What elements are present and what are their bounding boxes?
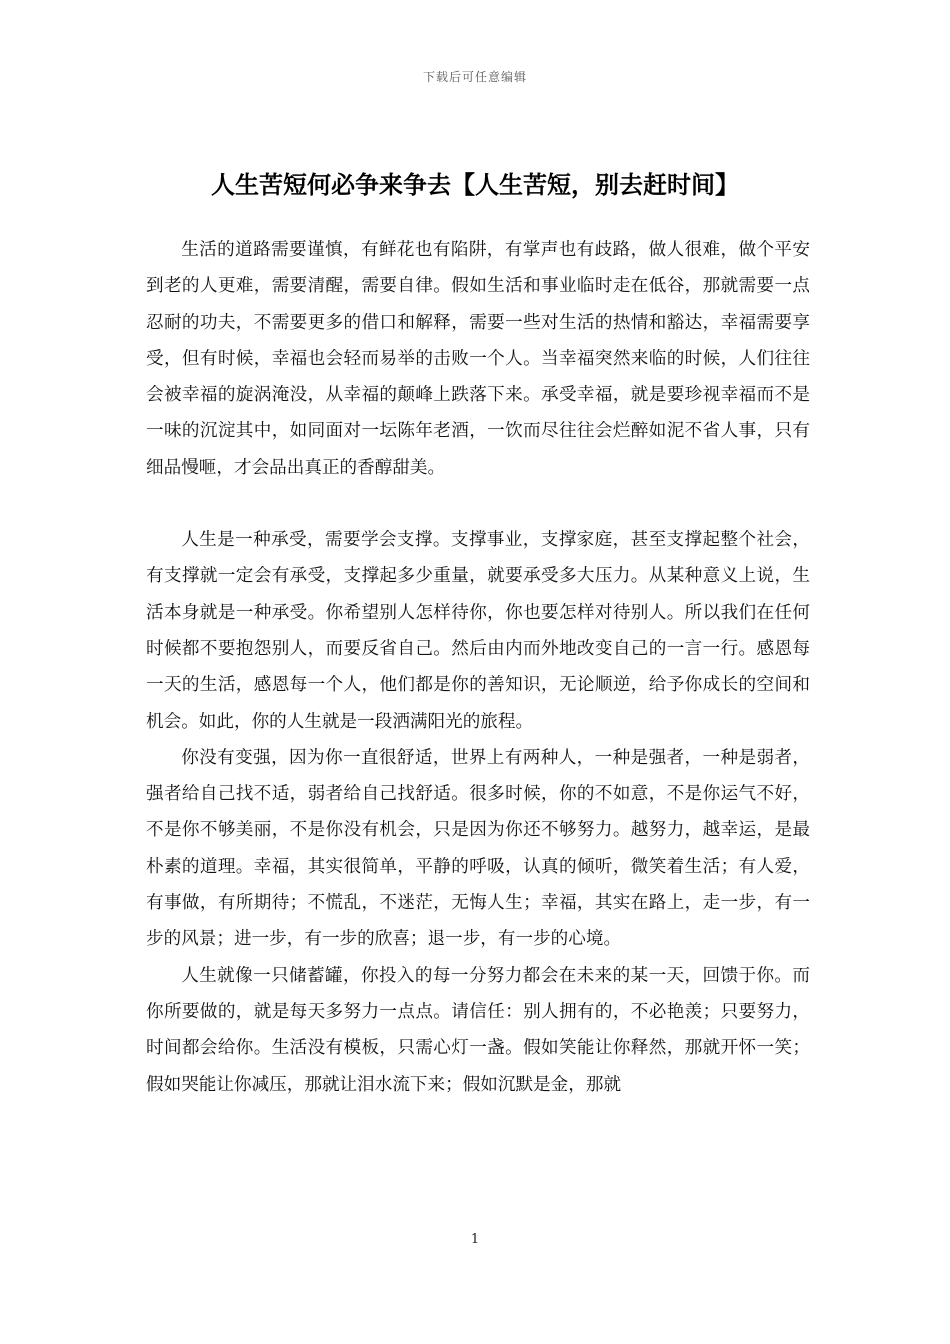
page-number: 1	[470, 1232, 480, 1247]
paragraph-4: 人生就像一只储蓄罐，你投入的每一分努力都会在未来的某一天，回馈于你。而你所要做的，就是每天多努力一点点。请信任：别人拥有的，不必艳羡；只要努力，时间都会给你。生活没有模板，只需心灯一盏。假如笑能让你释然，那就开怀一笑；假如哭能让你减压，那就让泪水流下来；假如沉默是金，那就	[146, 965, 810, 1095]
paragraph-3: 你没有变强，因为你一直很舒适，世界上有两种人，一种是强者，一种是弱者，强者给自己找不适，弱者给自己找舒适。很多时候，你的不如意，不是你运气不好，不是你不够美丽，不是你没有机会，只是因为你还不够努力。越努力，越幸运，是最朴素的道理。幸福，其实很简单，平静的呼吸，认真的倾听，微笑着生活；有人爱，有事做，有所期待；不慌乱，不迷茫，无悔人生；幸福，其实在路上，走一步，有一步的风景；进一步，有一步的欣喜；退一步，有一步的心境。	[146, 747, 810, 950]
paragraph-1: 生活的道路需要谨慎，有鲜花也有陷阱，有掌声也有歧路，做人很难，做个平安到老的人更难，需要清醒，需要自律。假如生活和事业临时走在低谷，那就需要一点忍耐的功夫，不需要更多的借口和解释，需要一些对生活的热情和豁达，幸福需要享受，但有时候，幸福也会轻而易举的击败一个人。当幸福突然来临的时候，人们往往会被幸福的旋涡淹没，从幸福的颠峰上跌落下来。承受幸福，就是要珍视幸福而不是一味的沉淀其中，如同面对一坛陈年老酒，一饮而尽往往会烂醉如泥不省人事，只有细品慢咂，才会品出真正的香醇甜美。	[146, 240, 810, 478]
download-note-header: 下载后可任意编辑	[422, 70, 527, 84]
paragraph-2: 人生是一种承受，需要学会支撑。支撑事业，支撑家庭，甚至支撑起整个社会，有支撑就一定会有承受，支撑起多少重量，就要承受多大压力。从某种意义上说，生活本身就是一种承受。你希望别人怎样待你，你也要怎样对待别人。所以我们在任何时候都不要抱怨别人，而要反省自己。然后由内而外地改变自己的一言一行。感恩每一天的生活，感恩每一个人，他们都是你的善知识，无论顺逆，给予你成长的空间和机会。如此，你的人生就是一段洒满阳光的旅程。	[146, 530, 810, 732]
document-title: 人生苦短何必争来争去【人生苦短，别去赶时间】	[211, 170, 739, 200]
document-body	[146, 232, 810, 1103]
